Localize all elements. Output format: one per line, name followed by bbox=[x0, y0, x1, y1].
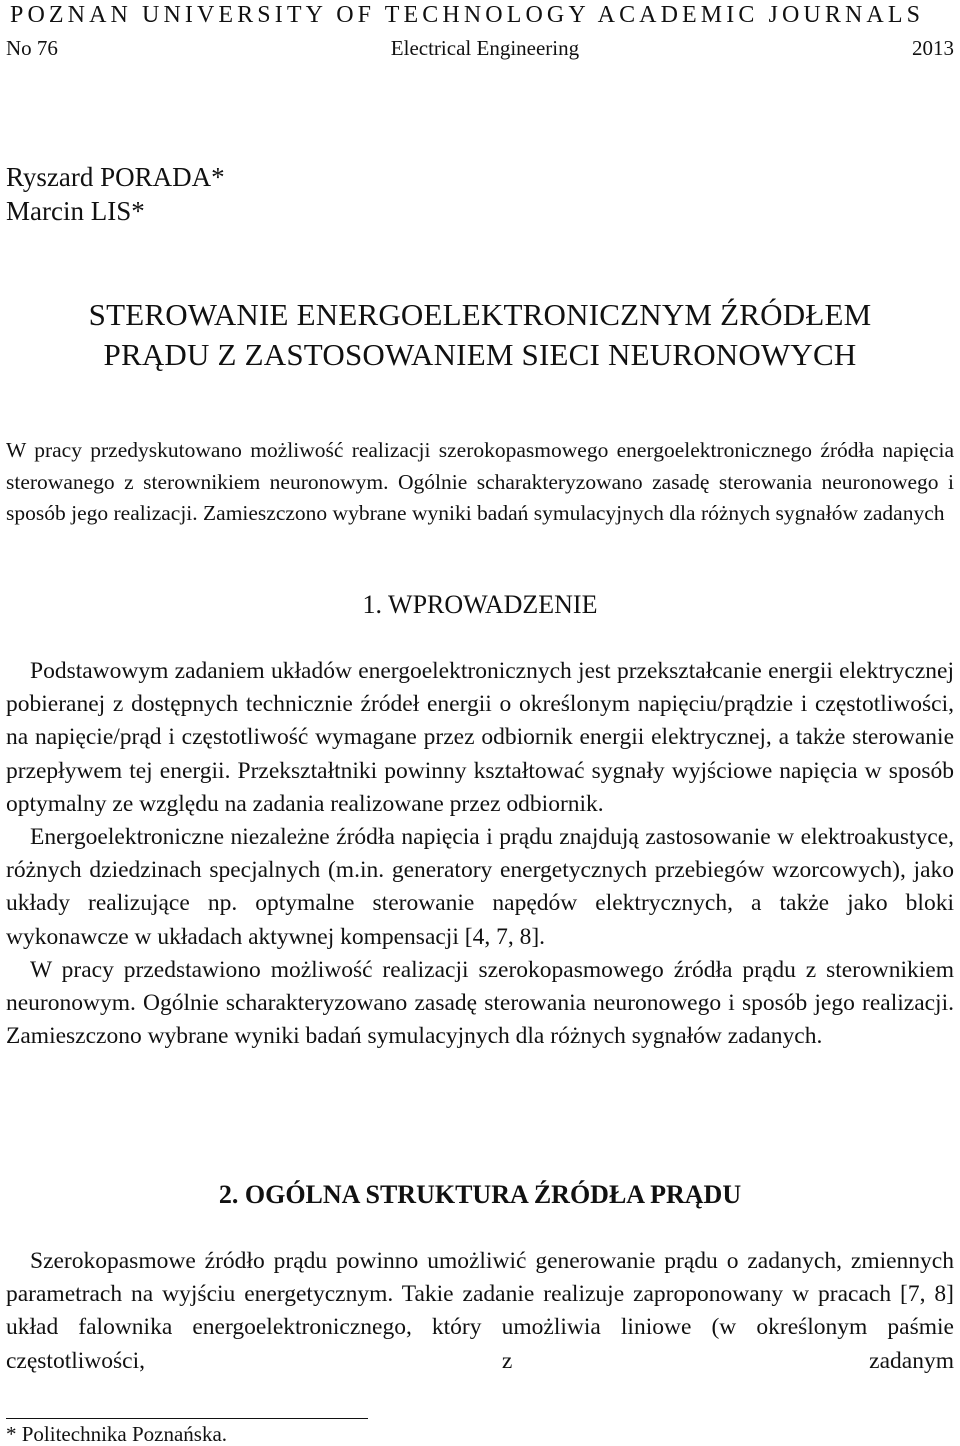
paragraph: Podstawowym zadaniem układów energoelektronicznych jest przekształcanie energii elektrycznej pobieranej z dostępnych technicznie źródeł energii o określonym napięciu/prądzie i częstotliwości, na napięcie/prąd i częstotliwość wymagane przez odbiornik energii elektrycznej, a także sterowanie przepływem tej energii. Przekształtniki powinny kształtować sygnały wyjściowe napięcia w sposób optymalny ze względu na zadania realizowane przez odbiornik. bbox=[6, 658, 954, 817]
paragraph: Energoelektroniczne niezależne źródła napięcia i prądu znajdują zastosowanie w elektroakustyce, różnych dziedzinach specjalnych (m.in. generatory energetycznych przebiegów wzorcowych), jako układy realizujące np. optymalne sterowanie napędów elektrycznych, a także jako bloki wykonawcze w układach aktywnej kompensacji [4, 7, 8]. bbox=[6, 824, 954, 950]
paragraph: Szerokopasmowe źródło prądu powinno umożliwić generowanie prądu o zadanych, zmiennych parametrach na wyjściu energetycznym. Takie zadanie realizuje zaproponowany w pracach [7, 8] układ falownika energoelektronicznego, który umożliwia liniowe (w określonym paśmie częstotliwości, z zadanym bbox=[6, 1248, 954, 1374]
section-heading-introduction: 1. WPROWADZENIE bbox=[362, 590, 598, 619]
author: Ryszard PORADA* bbox=[6, 162, 225, 192]
journal-name: POZNAN UNIVERSITY OF TECHNOLOGY ACADEMIC JOURNALS bbox=[10, 2, 925, 28]
publication-year: 2013 bbox=[912, 36, 954, 60]
abstract: W pracy przedyskutowano możliwość realizacji szerokopasmowego energoelektronicznego źródła napięcia sterowanego z sterownikiem neuronowym. Ogólnie scharakteryzowano zasadę sterowania neuronowego i sposób jego realizacji. Zamieszczono wybrane wyniki badań symulacyjnych dla różnych sygnałów zadanych bbox=[6, 438, 954, 525]
paper-title-line: PRĄDU Z ZASTOSOWANIEM SIECI NEURONOWYCH bbox=[103, 337, 857, 372]
footnote-divider bbox=[6, 1418, 368, 1419]
issue-line bbox=[6, 35, 954, 61]
section-body-introduction bbox=[6, 655, 954, 1053]
paper-title bbox=[0, 295, 960, 375]
paragraph: W pracy przedstawiono możliwość realizacji szerokopasmowego źródła prądu z sterownikiem neuronowym. Ogólnie scharakteryzowano zasadę sterowania neuronowego i sposób jego realizacji. Zamieszczono wybrane wyniki badań symulacyjnych dla różnych sygnałów zadanych. bbox=[6, 956, 954, 1050]
footnote-affiliation: * Politechnika Poznańska. bbox=[6, 1422, 228, 1446]
journal-field: Electrical Engineering bbox=[390, 36, 580, 60]
author: Marcin LIS* bbox=[6, 196, 145, 226]
section-body-structure bbox=[6, 1245, 954, 1378]
section-heading-structure: 2. OGÓLNA STRUKTURA ŹRÓDŁA PRĄDU bbox=[218, 1180, 742, 1209]
author-list bbox=[6, 160, 225, 228]
paper-title-line: STEROWANIE ENERGOELEKTRONICZNYM ŹRÓDŁEM bbox=[88, 297, 872, 332]
issue-number: No 76 bbox=[6, 36, 58, 60]
